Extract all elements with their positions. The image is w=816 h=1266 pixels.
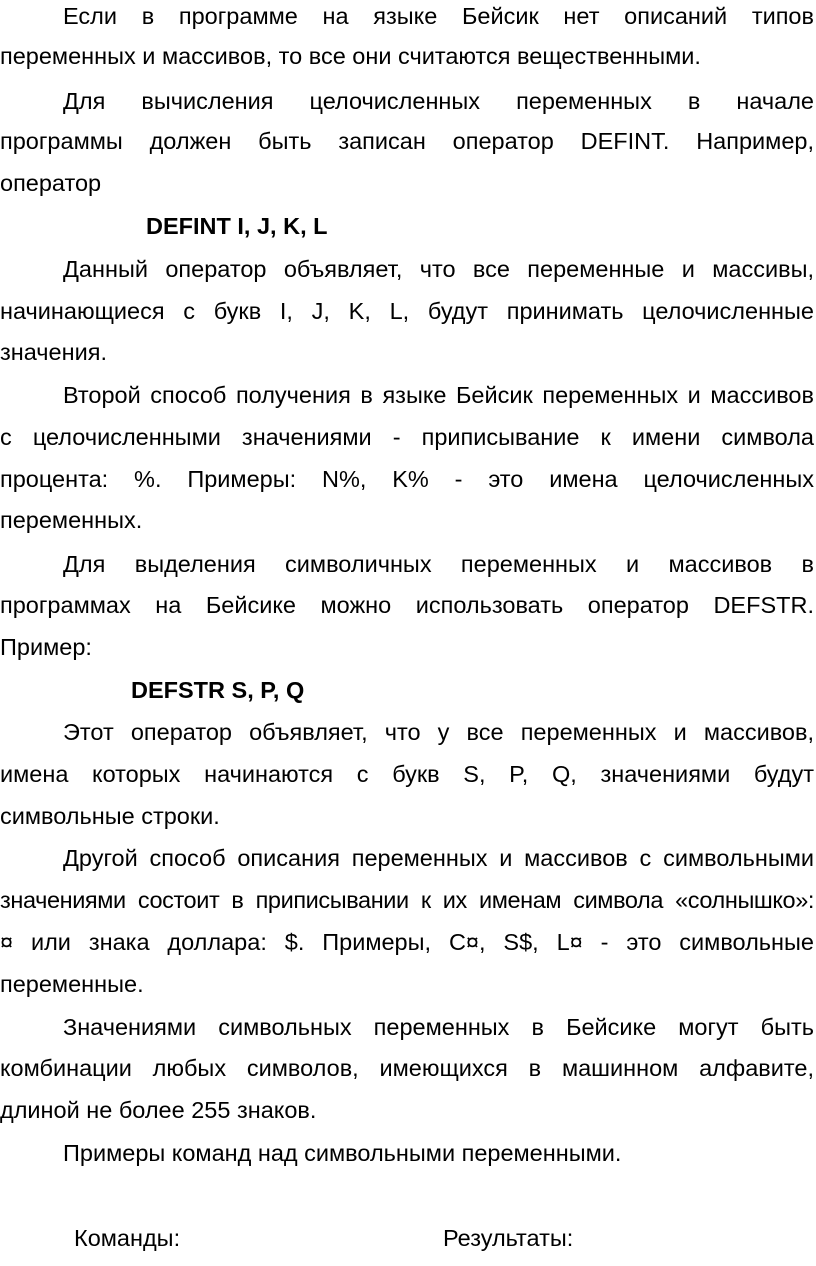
- paragraph-line: Значениями символьных переменных в Бейсике могут быть: [63, 1014, 814, 1040]
- column-header-commands: Команды:: [74, 1225, 181, 1251]
- paragraph-line: символьные строки.: [0, 803, 220, 829]
- paragraph-line: Второй способ получения в языке Бейсик переменных и массивов: [63, 382, 814, 408]
- code-statement-defint: DEFINT I, J, K, L: [146, 213, 328, 239]
- paragraph-line: Если в программе на языке Бейсик нет описаний типов: [63, 3, 814, 29]
- paragraph-line: Данный оператор объявляет, что все переменные и массивы,: [63, 256, 814, 282]
- paragraph-line: значениями состоит в приписывании к их именам символа «солнышко»:: [0, 887, 814, 913]
- paragraph-line: переменных.: [0, 507, 143, 533]
- code-statement-defstr: DEFSTR S, P, Q: [131, 677, 305, 703]
- paragraph-line: с целочисленными значениями - приписывание к имени символа: [0, 424, 814, 450]
- column-header-results: Результаты:: [443, 1225, 574, 1251]
- paragraph-line: Пример:: [0, 634, 92, 660]
- paragraph-line: длиной не более 255 знаков.: [0, 1097, 317, 1123]
- paragraph-line: комбинации любых символов, имеющихся в машинном алфавите,: [0, 1055, 814, 1081]
- paragraph-line: Примеры команд над символьными переменными.: [63, 1140, 622, 1166]
- paragraph-line: оператор: [0, 170, 102, 196]
- paragraph-line: Этот оператор объявляет, что у все переменных и массивов,: [63, 719, 814, 745]
- paragraph-line: значения.: [0, 339, 107, 365]
- paragraph-line: Другой способ описания переменных и массивов с символьными: [63, 845, 814, 871]
- paragraph-line: процента: %. Примеры: N%, K% - это имена целочисленных: [0, 466, 814, 492]
- table-header: [0, 1218, 814, 1258]
- paragraph-line: переменных и массивов, то все они считаются вещественными.: [0, 43, 701, 69]
- paragraph-line: имена которых начинаются с букв S, P, Q, значениями будут: [0, 761, 814, 787]
- paragraph-line: ¤ или знака доллара: $. Примеры, C¤, S$, L¤ - это символьные: [0, 929, 814, 955]
- paragraph-line: начинающиеся с букв I, J, K, L, будут принимать целочисленные: [0, 298, 814, 324]
- paragraph-line: программы должен быть записан оператор DEFINT. Например,: [0, 128, 814, 154]
- paragraph-line: программах на Бейсике можно использовать оператор DEFSTR.: [0, 592, 814, 618]
- paragraph-line: переменные.: [0, 971, 144, 997]
- paragraph-line: Для выделения символичных переменных и массивов в: [63, 551, 814, 577]
- paragraph-line: Для вычисления целочисленных переменных в начале: [63, 88, 814, 114]
